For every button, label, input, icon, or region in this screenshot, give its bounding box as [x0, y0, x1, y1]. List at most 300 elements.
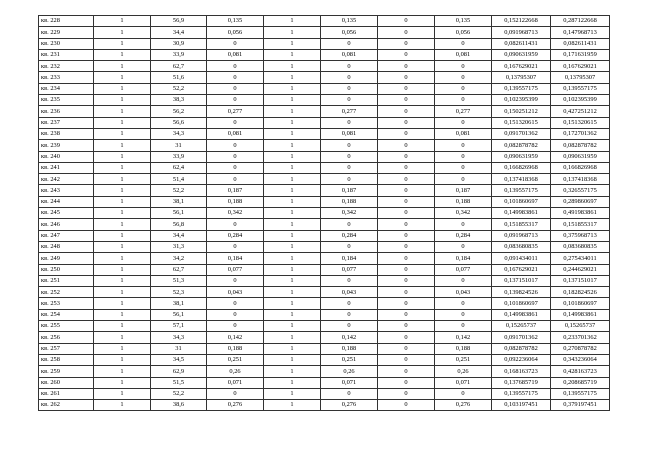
table-cell: кв. 260: [39, 377, 94, 388]
table-cell: 0,188: [435, 196, 492, 207]
table-cell: 0,182824526: [551, 287, 610, 298]
table-cell: 0: [378, 95, 435, 106]
table-cell: 0: [321, 174, 378, 185]
table-cell: 0,142: [321, 332, 378, 343]
table-row: [39, 162, 610, 173]
table-cell: 0: [321, 275, 378, 286]
table-cell: кв. 234: [39, 83, 94, 94]
table-cell: кв. 259: [39, 366, 94, 377]
table-cell: 0: [378, 321, 435, 332]
table-cell: 0: [435, 83, 492, 94]
table-cell: 0: [378, 343, 435, 354]
table-cell: 0: [435, 309, 492, 320]
table-cell: 1: [264, 309, 321, 320]
table-cell: 0,208685719: [551, 377, 610, 388]
table-cell: 0,071: [207, 377, 264, 388]
table-cell: 0: [207, 72, 264, 83]
table-cell: 1: [264, 388, 321, 399]
table-cell: 1: [264, 230, 321, 241]
table-cell: 0,139557175: [492, 185, 551, 196]
table-cell: 0,152122668: [492, 16, 551, 27]
table-cell: 0: [378, 61, 435, 72]
table-cell: 52,3: [151, 287, 207, 298]
table-cell: 1: [264, 38, 321, 49]
table-cell: 1: [94, 128, 151, 139]
table-cell: 0,082611431: [551, 38, 610, 49]
table-cell: 52,2: [151, 388, 207, 399]
table-cell: 1: [94, 321, 151, 332]
table-cell: 0,184: [321, 253, 378, 264]
table-cell: кв. 242: [39, 174, 94, 185]
table-cell: 0,082878782: [492, 140, 551, 151]
table-cell: кв. 246: [39, 219, 94, 230]
table-row: [39, 332, 610, 343]
table-cell: 0,071: [321, 377, 378, 388]
table-cell: 0: [435, 61, 492, 72]
table-cell: 1: [264, 208, 321, 219]
table-cell: 1: [264, 287, 321, 298]
table-cell: 0,091701362: [492, 332, 551, 343]
table-cell: 62,7: [151, 61, 207, 72]
table-cell: 34,4: [151, 27, 207, 38]
table-cell: 0,167629021: [492, 61, 551, 72]
table-cell: 0,101860697: [492, 196, 551, 207]
table-cell: 34,2: [151, 253, 207, 264]
table-cell: 0: [207, 388, 264, 399]
table-cell: 0,137685719: [492, 377, 551, 388]
table-cell: 0: [321, 298, 378, 309]
table-cell: кв. 248: [39, 241, 94, 252]
table-cell: 1: [264, 241, 321, 252]
table-cell: 0,233701362: [551, 332, 610, 343]
table-cell: 0,135: [435, 16, 492, 27]
table-cell: 0,187: [207, 185, 264, 196]
table-row: [39, 140, 610, 151]
table-cell: 0,137418368: [492, 174, 551, 185]
table-cell: 0,081: [321, 49, 378, 60]
table-cell: 0,276: [321, 400, 378, 411]
table-cell: 1: [264, 185, 321, 196]
table-cell: 0: [435, 140, 492, 151]
table-cell: кв. 237: [39, 117, 94, 128]
table-cell: 1: [94, 275, 151, 286]
table-cell: 0,077: [435, 264, 492, 275]
table-cell: 1: [94, 400, 151, 411]
table-cell: 0: [378, 174, 435, 185]
table-cell: 1: [94, 298, 151, 309]
table-cell: 1: [94, 72, 151, 83]
table-body: [39, 16, 610, 411]
table-cell: 1: [94, 377, 151, 388]
table-cell: 0,043: [435, 287, 492, 298]
table-cell: 0,139557175: [492, 83, 551, 94]
table-row: [39, 174, 610, 185]
table-cell: 1: [94, 38, 151, 49]
table-cell: 0,056: [321, 27, 378, 38]
table-cell: 0: [378, 298, 435, 309]
table-cell: 0: [435, 298, 492, 309]
table-row: [39, 275, 610, 286]
table-cell: 0,166826968: [492, 162, 551, 173]
table-cell: кв. 249: [39, 253, 94, 264]
table-cell: 0,326557175: [551, 185, 610, 196]
table-cell: 0,135: [321, 16, 378, 27]
table-cell: 0,149983861: [492, 309, 551, 320]
table-cell: 0,082878782: [551, 140, 610, 151]
table-cell: кв. 251: [39, 275, 94, 286]
table-cell: 0,137151017: [492, 275, 551, 286]
table-cell: 0,13795307: [551, 72, 610, 83]
table-cell: 0,172701362: [551, 128, 610, 139]
table-cell: 0,091968713: [492, 27, 551, 38]
table-cell: 0,26: [207, 366, 264, 377]
table-cell: 0: [435, 174, 492, 185]
table-cell: 56,8: [151, 219, 207, 230]
table-cell: 0,147968713: [551, 27, 610, 38]
table-cell: кв. 240: [39, 151, 94, 162]
table-cell: 0,277: [207, 106, 264, 117]
table-cell: 0: [378, 83, 435, 94]
table-cell: 0: [435, 117, 492, 128]
table-cell: 0: [321, 83, 378, 94]
table-cell: 1: [264, 117, 321, 128]
table-cell: 52,2: [151, 83, 207, 94]
table-cell: кв. 250: [39, 264, 94, 275]
table-cell: 0,071: [435, 377, 492, 388]
table-cell: кв. 231: [39, 49, 94, 60]
table-cell: 0,284: [435, 230, 492, 241]
table-cell: 0: [378, 162, 435, 173]
table-cell: 1: [94, 16, 151, 27]
table-cell: 0: [321, 38, 378, 49]
table-cell: 1: [264, 332, 321, 343]
table-cell: 56,1: [151, 309, 207, 320]
table-cell: 0: [321, 61, 378, 72]
table-cell: 1: [264, 366, 321, 377]
table-cell: кв. 247: [39, 230, 94, 241]
table-cell: 0: [378, 185, 435, 196]
table-cell: 0,276: [435, 400, 492, 411]
table-cell: 0,277: [321, 106, 378, 117]
table-cell: 0,277: [435, 106, 492, 117]
table-cell: кв. 244: [39, 196, 94, 207]
table-cell: 0: [207, 38, 264, 49]
table-cell: 0,149983861: [551, 309, 610, 320]
table-cell: 0: [378, 377, 435, 388]
table-cell: 1: [94, 208, 151, 219]
table-cell: 0,043: [207, 287, 264, 298]
table-cell: 0: [378, 151, 435, 162]
table-cell: 0: [435, 219, 492, 230]
table-cell: 0: [207, 241, 264, 252]
table-cell: кв. 262: [39, 400, 94, 411]
table-cell: 0: [435, 162, 492, 173]
table-cell: 0,056: [207, 27, 264, 38]
table-row: [39, 230, 610, 241]
table-cell: 30,9: [151, 38, 207, 49]
table-cell: 0,081: [321, 128, 378, 139]
table-cell: 0,090631959: [492, 49, 551, 60]
table-cell: 38,1: [151, 298, 207, 309]
table-row: [39, 27, 610, 38]
table-cell: 38,3: [151, 95, 207, 106]
table-row: [39, 309, 610, 320]
table-row: [39, 196, 610, 207]
table-cell: 0,275434011: [551, 253, 610, 264]
table-row: [39, 400, 610, 411]
table-cell: 0,083680835: [492, 241, 551, 252]
table-cell: 1: [264, 264, 321, 275]
table-cell: 0,101860697: [551, 298, 610, 309]
table-cell: 0,276: [207, 400, 264, 411]
table-cell: 0,428163723: [551, 366, 610, 377]
table-cell: 31: [151, 140, 207, 151]
table-cell: 0: [207, 162, 264, 173]
table-cell: кв. 235: [39, 95, 94, 106]
table-cell: 0,287122668: [551, 16, 610, 27]
table-cell: 33,9: [151, 151, 207, 162]
data-table: [38, 15, 610, 411]
table-cell: 0: [207, 174, 264, 185]
table-cell: 1: [94, 106, 151, 117]
table-row: [39, 388, 610, 399]
table-cell: 0: [321, 219, 378, 230]
table-cell: 0,139824526: [492, 287, 551, 298]
table-cell: кв. 233: [39, 72, 94, 83]
table-cell: кв. 257: [39, 343, 94, 354]
table-cell: 0,142: [207, 332, 264, 343]
table-cell: 0,077: [207, 264, 264, 275]
table-cell: 0: [378, 106, 435, 117]
table-cell: 1: [94, 83, 151, 94]
table-cell: 0,083680835: [551, 241, 610, 252]
table-cell: 1: [264, 128, 321, 139]
table-cell: 1: [264, 151, 321, 162]
table-cell: кв. 258: [39, 354, 94, 365]
table-cell: 62,7: [151, 264, 207, 275]
table-cell: кв. 255: [39, 321, 94, 332]
table-row: [39, 117, 610, 128]
table-cell: 0: [207, 275, 264, 286]
table-cell: 0,188: [321, 343, 378, 354]
table-cell: 0,081: [435, 49, 492, 60]
table-cell: 1: [264, 377, 321, 388]
table-cell: 0,166826968: [551, 162, 610, 173]
table-row: [39, 16, 610, 27]
table-cell: кв. 243: [39, 185, 94, 196]
table-cell: 0,139557175: [492, 388, 551, 399]
table-cell: 1: [94, 27, 151, 38]
table-cell: 0: [207, 61, 264, 72]
table-cell: 0,167629021: [551, 61, 610, 72]
table-cell: 0,101860697: [492, 298, 551, 309]
table-row: [39, 151, 610, 162]
table-cell: 0: [378, 253, 435, 264]
table-row: [39, 49, 610, 60]
table-cell: 0,103197451: [492, 400, 551, 411]
table-cell: 0,342: [321, 208, 378, 219]
table-cell: кв. 236: [39, 106, 94, 117]
table-cell: 0,043: [321, 287, 378, 298]
table-cell: 0,13795307: [492, 72, 551, 83]
table-row: [39, 343, 610, 354]
table-row: [39, 208, 610, 219]
table-cell: 1: [264, 95, 321, 106]
table-cell: 0,151320615: [492, 117, 551, 128]
table-cell: 0,167629021: [492, 264, 551, 275]
table-cell: 0: [378, 16, 435, 27]
table-cell: 0,284: [321, 230, 378, 241]
table-cell: 0,26: [435, 366, 492, 377]
table-row: [39, 72, 610, 83]
table-cell: кв. 228: [39, 16, 94, 27]
table-cell: 51,3: [151, 275, 207, 286]
table-cell: 0: [378, 332, 435, 343]
table-cell: 0,244629021: [551, 264, 610, 275]
table-cell: 1: [94, 61, 151, 72]
table-cell: кв. 254: [39, 309, 94, 320]
table-cell: 0: [378, 309, 435, 320]
table-cell: 1: [94, 185, 151, 196]
table-cell: 0,188: [435, 343, 492, 354]
table-cell: 0,188: [207, 196, 264, 207]
table-row: [39, 61, 610, 72]
table-cell: 1: [94, 332, 151, 343]
table-cell: 0: [378, 354, 435, 365]
table-cell: 0: [435, 388, 492, 399]
table-cell: 0: [207, 83, 264, 94]
table-cell: 0: [435, 38, 492, 49]
table-cell: 0: [207, 298, 264, 309]
table-cell: 0,251: [207, 354, 264, 365]
table-cell: кв. 229: [39, 27, 94, 38]
table-cell: 1: [264, 321, 321, 332]
table-cell: 0: [321, 151, 378, 162]
table-cell: 0,284: [207, 230, 264, 241]
table-cell: 1: [264, 16, 321, 27]
table-cell: 0,090631959: [551, 151, 610, 162]
table-cell: кв. 253: [39, 298, 94, 309]
table-cell: 0,26: [321, 366, 378, 377]
table-cell: 1: [264, 162, 321, 173]
table-cell: 0: [378, 219, 435, 230]
table-cell: 1: [264, 140, 321, 151]
table-cell: 0: [207, 219, 264, 230]
table-row: [39, 95, 610, 106]
table-cell: 0: [207, 117, 264, 128]
table-cell: 0: [207, 151, 264, 162]
table-cell: кв. 252: [39, 287, 94, 298]
table-cell: 1: [94, 140, 151, 151]
table-cell: 57,1: [151, 321, 207, 332]
table-cell: 1: [94, 49, 151, 60]
table-cell: 51,6: [151, 72, 207, 83]
table-cell: 1: [94, 309, 151, 320]
table-cell: 0,142: [435, 332, 492, 343]
table-cell: 0,139557175: [551, 388, 610, 399]
table-cell: 0,102395399: [492, 95, 551, 106]
table-cell: 1: [94, 162, 151, 173]
table-cell: 0: [435, 95, 492, 106]
table-cell: 0: [378, 388, 435, 399]
table-cell: 31: [151, 343, 207, 354]
table-cell: 0: [378, 287, 435, 298]
table-cell: 0: [207, 321, 264, 332]
table-cell: кв. 256: [39, 332, 94, 343]
table-cell: 0,081: [435, 128, 492, 139]
table-cell: 0,251: [435, 354, 492, 365]
table-row: [39, 366, 610, 377]
table-cell: 0: [207, 309, 264, 320]
table-cell: 0: [378, 230, 435, 241]
table-row: [39, 83, 610, 94]
table-cell: 33,9: [151, 49, 207, 60]
table-row: [39, 128, 610, 139]
table-cell: 0,343236064: [551, 354, 610, 365]
table-cell: 51,5: [151, 377, 207, 388]
table-cell: 0,171631959: [551, 49, 610, 60]
table-cell: кв. 245: [39, 208, 94, 219]
table-cell: 56,2: [151, 106, 207, 117]
table-cell: 0,151320615: [551, 117, 610, 128]
table-cell: 0,091968713: [492, 230, 551, 241]
table-row: [39, 253, 610, 264]
table-cell: 34,3: [151, 128, 207, 139]
table-cell: 0: [435, 275, 492, 286]
table-cell: 0,091701362: [492, 128, 551, 139]
table-cell: 1: [94, 343, 151, 354]
table-cell: 0: [378, 49, 435, 60]
table-cell: 1: [94, 117, 151, 128]
table-cell: 1: [94, 219, 151, 230]
table-cell: 1: [264, 196, 321, 207]
table-cell: 0,15265737: [551, 321, 610, 332]
table-cell: 1: [264, 72, 321, 83]
table-cell: 0: [378, 366, 435, 377]
table-cell: 1: [264, 83, 321, 94]
table-cell: 0,379197451: [551, 400, 610, 411]
table-cell: 1: [94, 264, 151, 275]
table-cell: 0: [378, 275, 435, 286]
table-cell: 0,270878782: [551, 343, 610, 354]
table-cell: 0,342: [207, 208, 264, 219]
table-cell: 1: [264, 174, 321, 185]
table-row: [39, 264, 610, 275]
table-cell: 0,151855317: [492, 219, 551, 230]
table-cell: 0,187: [321, 185, 378, 196]
table-cell: 51,4: [151, 174, 207, 185]
table-cell: 1: [264, 219, 321, 230]
table-cell: кв. 241: [39, 162, 94, 173]
table-row: [39, 321, 610, 332]
table-cell: 0: [378, 128, 435, 139]
table-cell: 1: [264, 49, 321, 60]
table-cell: 0: [378, 208, 435, 219]
table-cell: 0,149983861: [492, 208, 551, 219]
table-cell: кв. 238: [39, 128, 94, 139]
table-cell: 0: [321, 72, 378, 83]
table-cell: 0: [321, 95, 378, 106]
table-cell: 1: [264, 354, 321, 365]
table-cell: 0,056: [435, 27, 492, 38]
table-cell: 0: [378, 38, 435, 49]
table-cell: 0: [378, 117, 435, 128]
table-row: [39, 354, 610, 365]
table-cell: 0,081: [207, 49, 264, 60]
table-cell: 1: [94, 241, 151, 252]
table-cell: 38,6: [151, 400, 207, 411]
table-cell: 0: [435, 72, 492, 83]
